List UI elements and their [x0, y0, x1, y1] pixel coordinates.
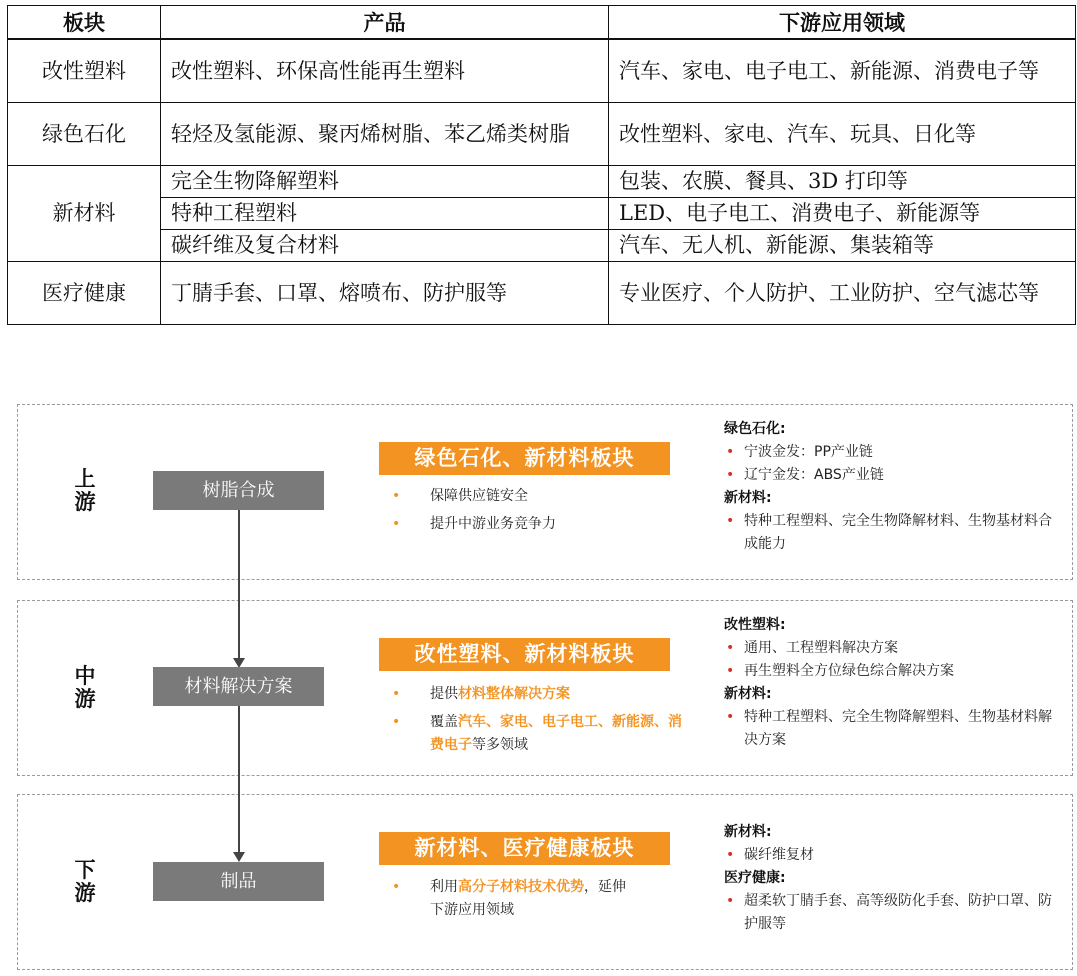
- highlight-text: 高分子材料技术优势: [458, 879, 584, 895]
- bullet-item: [392, 485, 672, 508]
- header-product: 产品: [161, 6, 609, 40]
- bullet-dot-icon: •: [726, 444, 735, 460]
- downstream-cell: 包装、农膜、餐具、3D 打印等: [609, 166, 1076, 198]
- header-downstream: 下游应用领域: [609, 6, 1076, 40]
- detail-item: [724, 637, 1064, 660]
- board-cell: 新材料: [8, 166, 161, 262]
- table-row: [8, 103, 1076, 166]
- table-row: [8, 198, 1076, 230]
- detail-category: 医疗健康:: [724, 870, 786, 886]
- bullet-dot-icon: •: [726, 893, 735, 909]
- product-cell: 改性塑料、环保高性能再生塑料: [161, 39, 609, 103]
- arrow-down-icon: [233, 852, 245, 862]
- bullet-text: 等多领域: [472, 737, 528, 753]
- bullet-text: 利用: [430, 879, 458, 895]
- process-box-products: 制品: [153, 862, 324, 901]
- detail-item: [724, 510, 1064, 556]
- bullet-text: 保障供应链安全: [430, 488, 528, 504]
- stage-label-downstream: [70, 859, 100, 905]
- detail-text: 特种工程塑料、完全生物降解材料、生物基材料合成能力: [744, 513, 1052, 552]
- bullet-dot-icon: •: [726, 847, 735, 863]
- detail-category: 绿色石化:: [724, 421, 786, 437]
- table-row: [8, 166, 1076, 198]
- detail-text: 辽宁金发：ABS产业链: [744, 467, 884, 483]
- bullet-text: 提升中游业务竞争力: [430, 516, 556, 532]
- stage-label-char: 游: [74, 687, 96, 711]
- table-header-row: [8, 6, 1076, 40]
- segment-details: [724, 418, 1064, 556]
- table-row: [8, 39, 1076, 103]
- board-cell: 改性塑料: [8, 39, 161, 103]
- table-row: [8, 230, 1076, 262]
- detail-text: 通用、工程塑料解决方案: [744, 640, 898, 656]
- downstream-cell: 专业医疗、个人防护、工业防护、空气滤芯等: [609, 262, 1076, 325]
- detail-item: [724, 706, 1064, 752]
- stage-label-char: 下: [74, 858, 96, 882]
- process-box-material-solutions: 材料解决方案: [153, 667, 324, 706]
- detail-item: [724, 844, 1064, 867]
- detail-category: 新材料:: [724, 824, 772, 840]
- stage-label-char: 游: [74, 490, 96, 514]
- detail-item: [724, 464, 1064, 487]
- board-cell: 医疗健康: [8, 262, 161, 325]
- detail-text: 再生塑料全方位绿色综合解决方案: [744, 663, 954, 679]
- stage-label-char: 游: [74, 881, 96, 905]
- header-board: 板块: [8, 6, 161, 40]
- segment-details: [724, 614, 1064, 752]
- downstream-cell: 汽车、家电、电子电工、新能源、消费电子等: [609, 39, 1076, 103]
- segment-title: 绿色石化、新材料板块: [379, 442, 670, 475]
- segment-title: 新材料、医疗健康板块: [379, 832, 670, 865]
- product-cell: 轻烃及氢能源、聚丙烯树脂、苯乙烯类树脂: [161, 103, 609, 166]
- bullet-dot-icon: •: [392, 516, 401, 532]
- bullet-dot-icon: •: [392, 488, 401, 504]
- product-cell: 完全生物降解塑料: [161, 166, 609, 198]
- segment-bullets: [392, 683, 682, 762]
- bullet-dot-icon: •: [726, 640, 735, 656]
- process-box-resin-synthesis: 树脂合成: [153, 471, 324, 510]
- bullet-dot-icon: •: [726, 709, 735, 725]
- detail-category: 改性塑料:: [724, 617, 786, 633]
- bullet-text: 覆盖: [430, 714, 458, 730]
- detail-text: 宁波金发：PP产业链: [744, 444, 873, 460]
- bullet-item: [392, 711, 682, 757]
- downstream-cell: LED、电子电工、消费电子、新能源等: [609, 198, 1076, 230]
- bullet-dot-icon: •: [726, 467, 735, 483]
- stage-label-char: 中: [74, 664, 96, 688]
- detail-text: 特种工程塑料、完全生物降解塑料、生物基材料解决方案: [744, 709, 1052, 748]
- detail-text: 碳纤维复材: [744, 847, 814, 863]
- stage-label-midstream: [70, 665, 100, 711]
- segment-bullets: [392, 485, 672, 541]
- bullet-dot-icon: •: [726, 513, 735, 529]
- bullet-dot-icon: •: [392, 879, 401, 895]
- connector-line: [238, 510, 240, 658]
- detail-category: 新材料:: [724, 490, 772, 506]
- bullet-dot-icon: •: [392, 686, 401, 702]
- product-cell: 特种工程塑料: [161, 198, 609, 230]
- detail-item: [724, 660, 1064, 683]
- segment-table: [7, 5, 1076, 325]
- detail-text: 超柔软丁腈手套、高等级防化手套、防护口罩、防护服等: [744, 893, 1052, 932]
- bullet-text: 提供: [430, 686, 458, 702]
- bullet-dot-icon: •: [726, 663, 735, 679]
- detail-item: [724, 441, 1064, 464]
- bullet-item: [392, 513, 672, 536]
- highlight-text: 汽车、家电、电子电工、新能源、消费电子: [430, 714, 682, 753]
- segment-title: 改性塑料、新材料板块: [379, 638, 670, 671]
- segment-details: [724, 821, 1064, 936]
- detail-item: [724, 890, 1064, 936]
- stage-label-char: 上: [74, 467, 96, 491]
- bullet-text: ，延伸下游应用领域: [430, 879, 626, 918]
- bullet-item: [392, 876, 632, 922]
- table-row: [8, 262, 1076, 325]
- board-cell: 绿色石化: [8, 103, 161, 166]
- connector-line: [238, 706, 240, 852]
- product-cell: 丁腈手套、口罩、熔喷布、防护服等: [161, 262, 609, 325]
- downstream-cell: 汽车、无人机、新能源、集装箱等: [609, 230, 1076, 262]
- downstream-cell: 改性塑料、家电、汽车、玩具、日化等: [609, 103, 1076, 166]
- segment-bullets: [392, 876, 632, 927]
- product-cell: 碳纤维及复合材料: [161, 230, 609, 262]
- detail-category: 新材料:: [724, 686, 772, 702]
- bullet-dot-icon: •: [392, 714, 401, 730]
- bullet-item: [392, 683, 682, 706]
- highlight-text: 材料整体解决方案: [458, 686, 570, 702]
- stage-label-upstream: [70, 468, 100, 514]
